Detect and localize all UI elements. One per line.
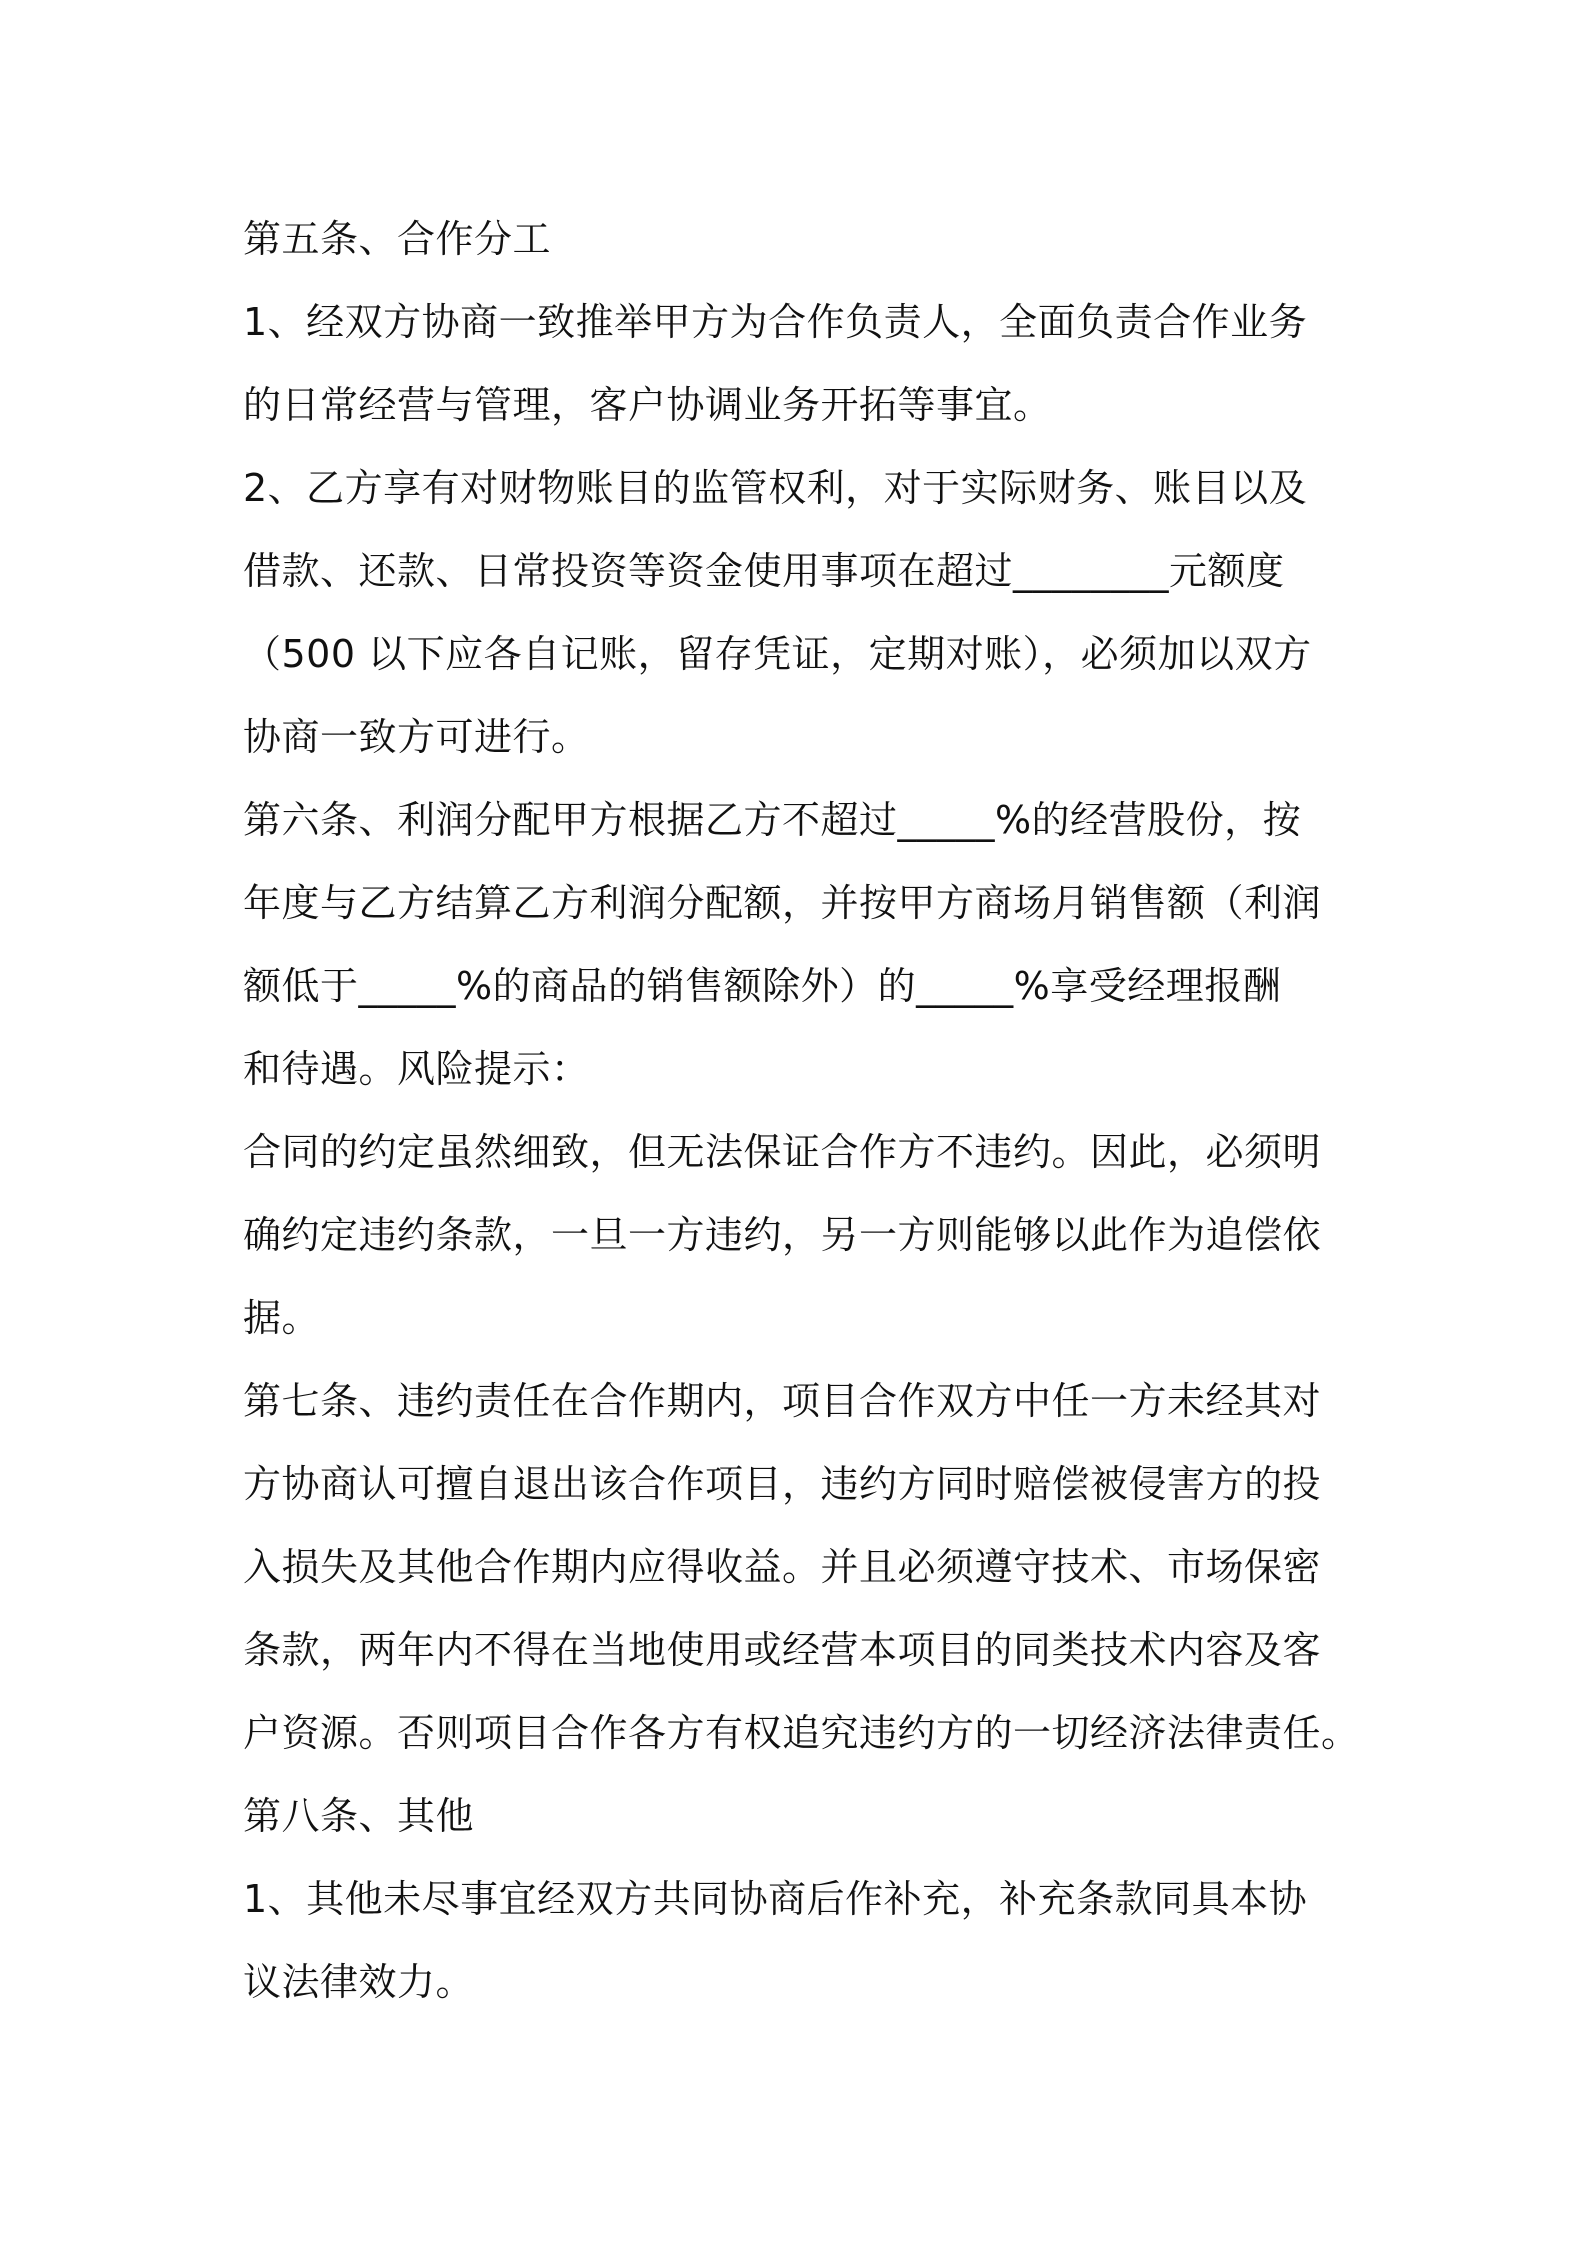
text-line: 2、乙方享有对财物账目的监管权利，对于实际财务、账目以及	[243, 466, 1308, 510]
text-line: 的日常经营与管理，客户协调业务开拓等事宜。	[243, 383, 1052, 427]
section-5-heading: 第五条、合作分工	[243, 217, 552, 261]
text-line: 额低于_____%的商品的销售额除外）的_____%享受经理报酬	[243, 964, 1282, 1008]
text-line: 年度与乙方结算乙方利润分配额，并按甲方商场月销售额（利润	[243, 881, 1322, 925]
text-line: 协商一致方可进行。	[243, 715, 590, 759]
text-line: 方协商认可擅自退出该合作项目，违约方同时赔偿被侵害方的投	[243, 1462, 1322, 1506]
text-line: 合同的约定虽然细致，但无法保证合作方不违约。因此，必须明	[243, 1130, 1322, 1174]
text-line: 和待遇。风险提示：	[243, 1047, 590, 1091]
text-line: 1、其他未尽事宜经双方共同协商后作补充，补充条款同具本协	[243, 1877, 1308, 1921]
text-line: 据。	[243, 1296, 321, 1340]
text-line: （500 以下应各自记账，留存凭证，定期对账），必须加以双方	[243, 632, 1312, 676]
text-line: 议法律效力。	[243, 1960, 475, 2004]
text-line: 确约定违约条款，一旦一方违约，另一方则能够以此作为追偿依	[243, 1213, 1322, 1257]
section-8-heading: 第八条、其他	[243, 1794, 475, 1838]
text-line: 借款、还款、日常投资等资金使用事项在超过________元额度	[243, 549, 1285, 593]
text-line: 户资源。否则项目合作各方有权追究违约方的一切经济法律责任。	[243, 1711, 1360, 1755]
section-6-line: 第六条、利润分配甲方根据乙方不超过_____%的经营股份，按	[243, 798, 1302, 842]
section-7-line: 第七条、违约责任在合作期内，项目合作双方中任一方未经其对	[243, 1379, 1322, 1423]
text-line: 1、经双方协商一致推举甲方为合作负责人，全面负责合作业务	[243, 300, 1308, 344]
document-body	[243, 198, 1363, 2024]
text-line: 条款，两年内不得在当地使用或经营本项目的同类技术内容及客	[243, 1628, 1322, 1672]
text-line: 入损失及其他合作期内应得收益。并且必须遵守技术、市场保密	[243, 1545, 1322, 1589]
